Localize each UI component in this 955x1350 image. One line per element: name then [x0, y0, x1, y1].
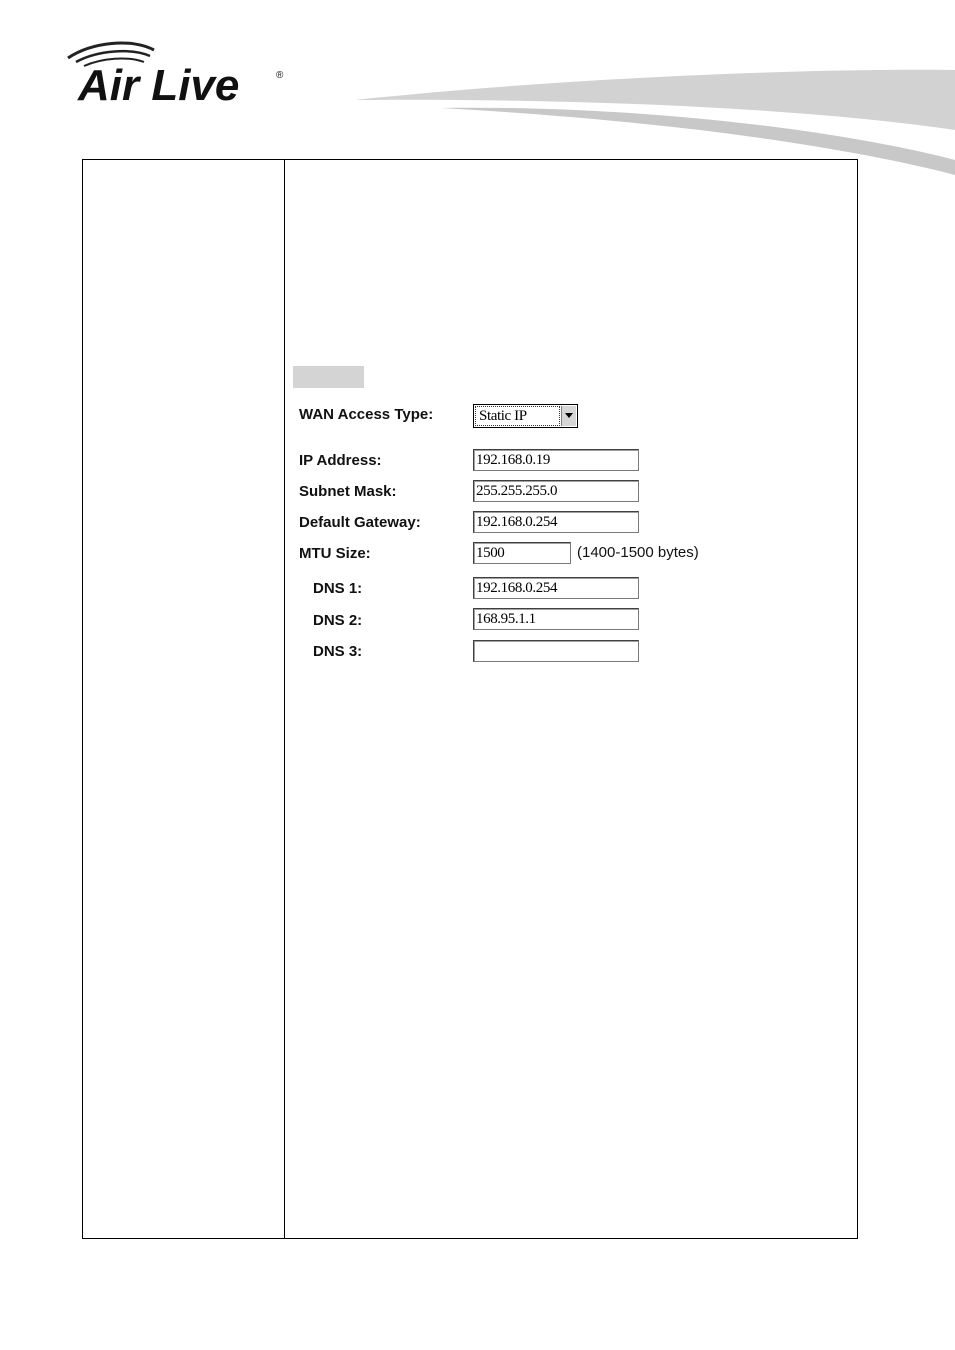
wan-access-type-select[interactable]	[473, 404, 578, 428]
dns1-input[interactable]	[473, 577, 639, 599]
ip-address-label: IP Address:	[299, 452, 382, 469]
dropdown-button[interactable]	[561, 406, 576, 426]
subnet-mask-input[interactable]	[473, 480, 639, 502]
svg-text:®: ®	[276, 70, 284, 81]
mtu-size-hint: (1400-1500 bytes)	[577, 544, 699, 561]
table-right-column	[285, 160, 857, 1238]
logo-text: Air Live	[78, 61, 240, 110]
wan-access-type-value: Static IP	[475, 406, 560, 426]
dns2-input[interactable]	[473, 608, 639, 630]
default-gateway-label: Default Gateway:	[299, 514, 421, 531]
subnet-mask-label: Subnet Mask:	[299, 483, 397, 500]
default-gateway-input[interactable]	[473, 511, 639, 533]
dns3-label: DNS 3:	[313, 643, 363, 660]
dns3-input[interactable]	[473, 640, 639, 662]
airlive-logo	[62, 40, 292, 110]
chevron-down-icon	[565, 413, 573, 418]
document-table	[82, 159, 858, 1239]
wan-access-type-label: WAN Access Type:	[299, 406, 434, 423]
dns2-label: DNS 2:	[313, 612, 363, 629]
mtu-size-input[interactable]	[473, 542, 571, 564]
mtu-size-label: MTU Size:	[299, 545, 371, 562]
dns1-label: DNS 1:	[313, 580, 363, 597]
ip-address-input[interactable]	[473, 449, 639, 471]
section-header-bar	[293, 366, 364, 388]
table-left-column	[83, 160, 285, 1238]
wan-settings-screenshot	[293, 366, 733, 676]
